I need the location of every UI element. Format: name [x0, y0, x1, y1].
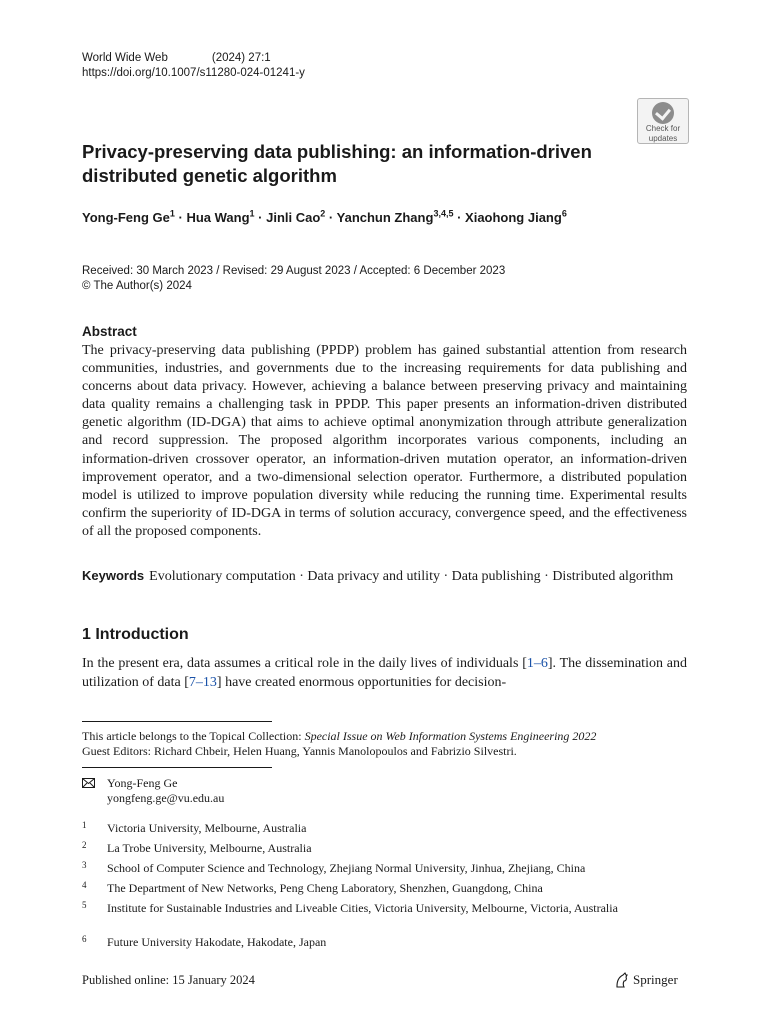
author-name[interactable]: Hua Wang	[186, 210, 250, 225]
author-separator: ·	[325, 210, 337, 225]
keywords-text: Evolutionary computation · Data privacy and utility · Data publishing · Distributed algorithm	[149, 569, 674, 584]
copyright: © The Author(s) 2024	[82, 280, 192, 292]
corresponding-name: Yong-Feng Ge	[107, 776, 178, 790]
keywords-label: Keywords	[82, 568, 145, 583]
journal-info	[82, 50, 271, 66]
introduction-text	[82, 655, 687, 692]
affiliation	[82, 821, 702, 835]
envelope-icon	[82, 777, 95, 791]
affiliation-text: The Department of New Networks, Peng Cheng Laboratory, Shenzhen, Guangdong, China	[107, 881, 543, 895]
footnote-divider	[82, 767, 272, 768]
author-separator: ·	[254, 210, 267, 225]
intro-part-2: ]. The dissemination and utilization of data [	[82, 656, 687, 690]
affiliation	[82, 841, 702, 855]
citation-link[interactable]: 1–6	[526, 656, 548, 671]
affiliation-number: 3	[82, 860, 87, 870]
author-name[interactable]: Jinli Cao	[266, 210, 321, 225]
affiliation-number: 2	[82, 840, 87, 850]
badge-line-1: Check for	[645, 124, 681, 133]
author-affiliation-ref: 1	[249, 208, 255, 219]
affiliation-text: Victoria University, Melbourne, Australia	[107, 821, 307, 835]
corresponding-author	[107, 776, 224, 806]
affiliation	[82, 901, 702, 915]
author-affiliation-ref: 2	[320, 208, 326, 219]
journal-name: World Wide Web	[82, 52, 168, 64]
affiliation-number: 1	[82, 820, 87, 830]
journal-volume: (2024) 27:1	[211, 52, 271, 64]
guest-editors: Guest Editors: Richard Chbeir, Helen Huang, Yannis Manolopoulos and Fabrizio Silvestri.	[82, 744, 517, 758]
article-dates	[82, 264, 505, 294]
abstract-heading: Abstract	[82, 324, 137, 339]
keywords	[82, 567, 687, 586]
affiliation-text: La Trobe University, Melbourne, Australia	[107, 841, 312, 855]
corresponding-email[interactable]: yongfeng.ge@vu.edu.au	[107, 791, 225, 805]
section-heading-introduction: 1 Introduction	[82, 626, 189, 643]
doi-link[interactable]: https://doi.org/10.1007/s11280-024-01241-y	[82, 67, 305, 79]
author-separator: ·	[174, 210, 187, 225]
history-dates: Received: 30 March 2023 / Revised: 29 August 2023 / Accepted: 6 December 2023	[82, 265, 506, 277]
author-affiliation-ref: 6	[561, 208, 567, 219]
affiliation-text: Future University Hakodate, Hakodate, Japan	[107, 935, 327, 949]
citation-link[interactable]: 7–13	[188, 674, 217, 690]
publisher-logo[interactable]	[614, 972, 678, 988]
author-name[interactable]: Xiaohong Jiang	[465, 210, 562, 225]
check-updates-icon	[652, 102, 674, 124]
topical-collection-note	[82, 729, 702, 759]
author-name[interactable]: Yong-Feng Ge	[82, 210, 170, 225]
author-affiliation-ref: 3,4,5	[433, 208, 454, 219]
affiliation-text: Institute for Sustainable Industries and Liveable Cities, Victoria University, Melbourne, Victoria, Australia	[107, 901, 618, 915]
affiliation-number: 4	[82, 880, 87, 890]
author-list	[82, 209, 722, 227]
publisher-name: Springer	[633, 972, 678, 987]
author-separator: ·	[453, 210, 466, 225]
intro-part-1: In the present era, data assumes a critical role in the daily lives of individuals [	[82, 656, 527, 671]
affiliation	[82, 935, 702, 949]
collection-name: Special Issue on Web Information Systems Engineering 2022	[304, 729, 597, 743]
abstract-text: The privacy-preserving data publishing (PPDP) problem has gained substantial attention from research communities, industries, and governments due to the increasing requirements for data publishing and concerns about data privacy. However, achieving a balance between preserving privacy and maintaining data quality remains a challenging task in PPDP. This paper presents an information-driven distributed genetic algorithm (ID-DGA) that aims to achieve optimal anonymization through attribute generalization and record suppression. The proposed algorithm incorporates various components, including an information-driven crossover operator, an information-driven mutation operator, an information-driven improvement operator, and a two-dimensional selection operator. Furthermore, a distributed population model is utilized to improve population diversity while reducing the running time. Experimental results confirm the superiority of ID-DGA in terms of solution accuracy, convergence speed, and the effectiveness of all the proposed components.	[82, 343, 687, 539]
intro-part-3: ] have created enormous opportunities for decision-	[216, 674, 507, 690]
author-name[interactable]: Yanchun Zhang	[336, 210, 434, 225]
badge-line-2: updates	[648, 133, 678, 143]
affiliation-text: School of Computer Science and Technology, Zhejiang Normal University, Jinhua, Zhejiang, China	[107, 861, 586, 875]
collection-prefix: This article belongs to the Topical Collection:	[82, 729, 305, 743]
affiliation	[82, 861, 702, 875]
published-online: Published online: 15 January 2024	[82, 973, 255, 987]
springer-horse-icon	[614, 972, 629, 988]
article-title: Privacy-preserving data publishing: an information-driven distributed genetic algorithm	[82, 141, 592, 186]
author-affiliation-ref: 1	[169, 208, 175, 219]
affiliation-number: 5	[82, 900, 87, 910]
footnote-divider	[82, 721, 272, 722]
affiliation-number: 6	[82, 934, 87, 944]
affiliation	[82, 881, 702, 895]
check-for-updates-badge[interactable]	[637, 98, 689, 144]
